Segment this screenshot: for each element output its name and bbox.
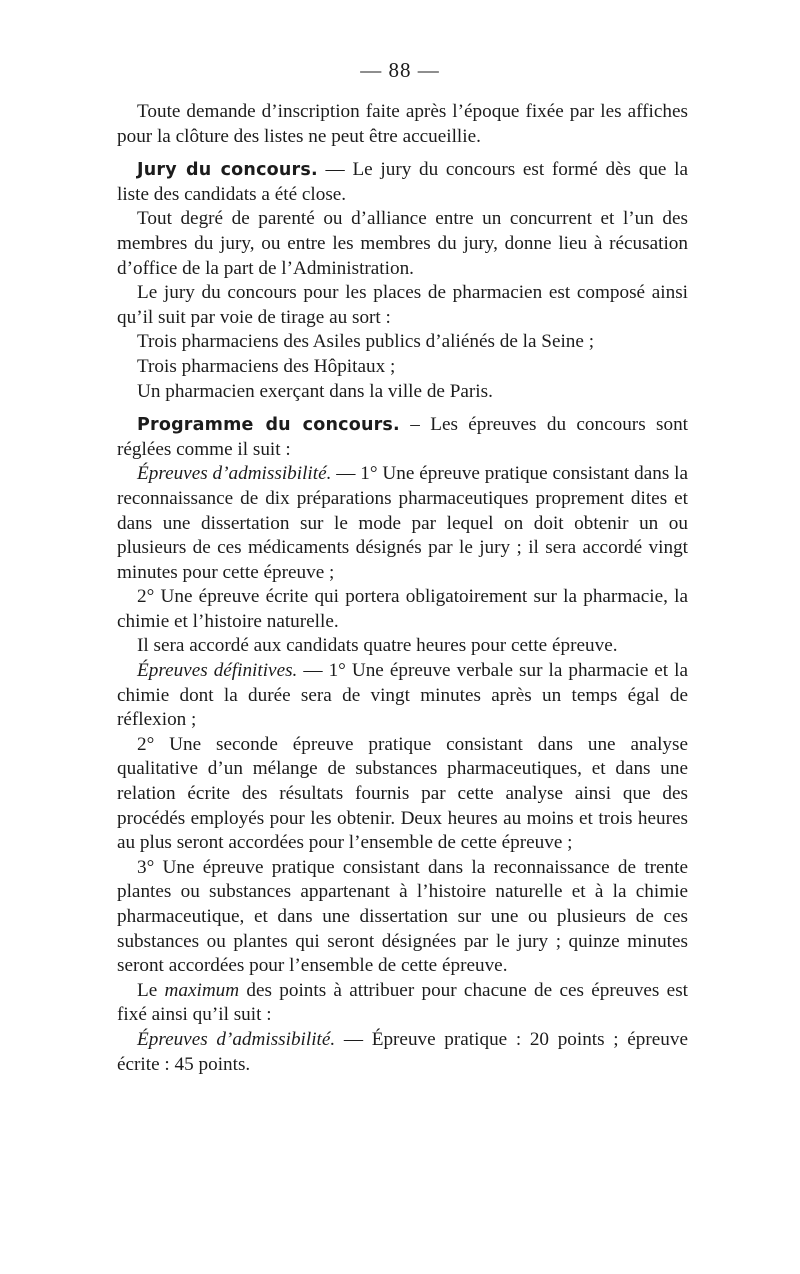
maximum-word: maximum: [164, 979, 240, 1001]
definitives-text: — 1° Une épreuve verbale sur la pharmacie et la chimie dont la durée sera de vingt minutes après un temps égal de réflexion ;: [117, 660, 688, 731]
admissibilite-label: Épreuves d’admissibilité.: [137, 463, 332, 485]
paragraph-maximum: [117, 979, 688, 1028]
paragraph-epreuve-ecrite: 2° Une épreuve écrite qui portera obligatoirement sur la pharmacie, la chimie et l’histoire naturelle.: [117, 586, 688, 632]
paragraph-programme-text: – Les épreuves du concours sont réglées comme il suit :: [117, 414, 689, 460]
paragraph-quatre-heures: Il sera accordé aux candidats quatre heures pour cette épreuve.: [137, 635, 618, 657]
maximum-text-b: des points à attribuer pour chacune de ces épreuves est fixé ainsi qu’il suit :: [117, 979, 688, 1026]
paragraph-points: [117, 1028, 688, 1077]
paragraph-inscription: Toute demande d’inscription faite après l’époque fixée par les affiches pour la clôture des listes ne peut être accueillie.: [117, 101, 688, 147]
paragraph-programme: [117, 413, 688, 462]
body-text: [117, 100, 688, 1077]
paragraph-definitives: [117, 659, 688, 733]
page-number: — 88 —: [360, 58, 440, 82]
admissibilite-text: — 1° Une épreuve pratique consistant dans la reconnaissance de dix préparations pharmaceutiques proprement dites et dans une dissertation sur le mode par lequel on doit obtenir un ou plusieurs de ces médicaments désignés par le jury ; il sera accordé vingt minutes pour cette épreuve ;: [117, 463, 688, 583]
paragraph-plantes: 3° Une épreuve pratique consistant dans la reconnaissance de trente plantes ou substances appartenant à l’histoire naturelle et à la chimie pharmaceutique, et dans une dissertation sur une ou plusieurs de ces substances ou plantes qui seront désignées par le jury ; quinze minutes seront accordées pour l’ensemble de cette épreuve.: [117, 856, 688, 977]
paragraph-jury: [117, 158, 688, 207]
paragraph-asiles: Trois pharmaciens des Asiles publics d’aliénés de la Seine ;: [137, 331, 595, 353]
paragraph-composition: Le jury du concours pour les places de pharmacien est composé ainsi qu’il suit par voie de tirage au sort :: [117, 282, 688, 328]
paragraph-hopitaux: Trois pharmaciens des Hôpitaux ;: [137, 355, 396, 377]
paragraph-jury-text: — Le jury du concours est formé dès que la liste des candidats a été close.: [117, 159, 689, 205]
section-heading-programme: Programme du concours.: [137, 415, 400, 436]
maximum-text-a: Le: [137, 979, 165, 1001]
paragraph-analyse: 2° Une seconde épreuve pratique consistant dans une analyse qualitative d’un mélange de substances pharmaceutiques, et dans une relation écrite des résultats fournis par cette analyse ainsi que des procédés employés pour les obtenir. Deux heures au moins et trois heures au plus seront accordées pour l’ensemble de cette épreuve ;: [117, 733, 688, 854]
section-heading-jury: Jury du concours.: [137, 160, 318, 181]
paragraph-admissibilite: [117, 462, 688, 585]
points-text: — Épreuve pratique : 20 points ; épreuve écrite : 45 points.: [117, 1028, 688, 1075]
points-label: Épreuves d’admissibilité.: [137, 1028, 336, 1050]
definitives-label: Épreuves définitives.: [137, 660, 298, 682]
paragraph-recusation: Tout degré de parenté ou d’alliance entre un concurrent et l’un des membres du jury, ou entre les membres du jury, donne lieu à récusation d’office de la part de l’Administration.: [117, 208, 688, 279]
paragraph-paris: Un pharmacien exerçant dans la ville de Paris.: [137, 380, 493, 402]
